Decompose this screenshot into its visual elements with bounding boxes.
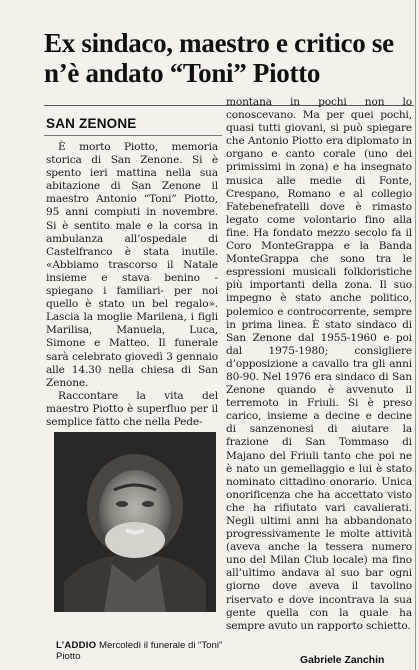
- article-column-2: [226, 96, 412, 633]
- article-paragraph-1: È morto Piotto, memoria storica di San Zenone. Si è spento ieri mattina nella sua abitazione di San Zenone il maestro Antonio “Toni” Piotto, 95 anni compiuti in novembre. Si è sentito male e la corsa in ambulanza all’ospedale di Castelfranco è stata inutile. «Abbiamo trascorso il Natale insieme e stava benino -spiegano i familiari- per noi quello è stato un bel regalo». Lascia la moglie Marilena, i figli Marilisa, Manuela, Luca, Simone e Matteo. Il funerale sarà celebrato giovedì 3 gennaio alle 14.30 nella chiesa di San Zenone.: [46, 141, 218, 389]
- portrait-photo: [54, 432, 216, 612]
- photo-caption: [56, 640, 226, 662]
- portrait-illustration: [54, 432, 216, 612]
- byline: Gabriele Zanchin: [300, 655, 385, 666]
- caption-text: Mercoledì il funerale di “Toni” Piotto: [56, 640, 223, 662]
- article-paragraph-2: Raccontare la vita del maestro Piotto è superfluo per il semplice fatto che nella Pede-: [46, 389, 218, 428]
- section-label: SAN ZENONE: [46, 116, 137, 131]
- headline: Ex sindaco, maestro e critico se n’è andato “Toni” Piotto: [44, 28, 394, 88]
- caption-tag: L’ADDIO: [56, 640, 97, 651]
- article-paragraph-3: montana in pochi non lo conoscevano. Ma per quei pochi, quasi tutti giovani, si può spiegare che Antonio Piotto era diplomato in organo e canto corale (uno dei primissimi in zona) e ha insegnato musica alle medie di Fonte, Crespano, Romano e al collegio Fatebenefratelli dove è rimasto legato come volontario fino alla fine. Ha fondato mezzo secolo fa il Coro MonteGrappa e la Banda MonteGrappa che sono tra le espressioni musicali folkloristiche più importanti della zona. Il suo impegno è stato anche politico, polemico e controcorrente, sempre in prima linea. È stato sindaco di San Zenone dal 1955-1960 e poi dal 1975-1980; consigliere d’opposizione a cavallo tra gli anni 80-90. Nel 1976 era sindaco di San Zenone quando è avvenuto il terremoto in Friuli. Si è preso carico, insieme a decine e decine di sanzenonesi di aiutare la frazione di San Tommaso di Majano del Friuli tanto che poi ne è nato un gemellaggio e lui è stato nominato cittadino onorario. Unica onorificenza che ha accettato visto che ha rifiutato vari cavalierati. Negli ultimi anni ha abbandonato progressivamente le molte attività (aveva anche la tessera numero uno del Milan Club locale) ma fino all’ultimo andava al suo bar ogni giorno dove aveva il tavolino riservato e dove incontrava la sua gente quella con la quale ha sempre avuto un rapporto schietto.: [226, 96, 412, 632]
- section-rule: [44, 135, 222, 136]
- article-column-1: [46, 141, 218, 429]
- page-edge: [415, 0, 416, 670]
